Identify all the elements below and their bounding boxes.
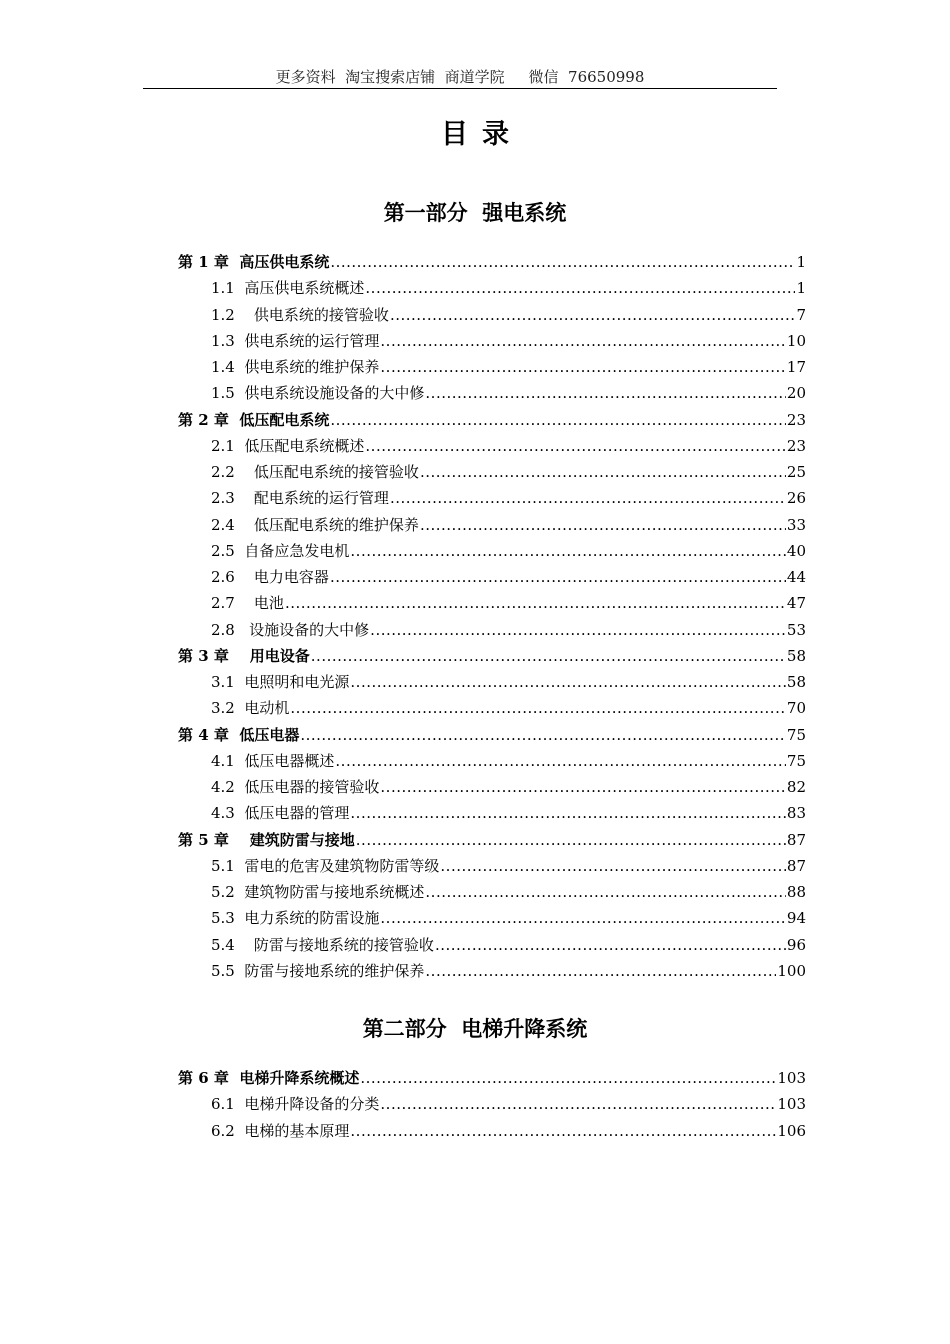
toc-entry-label: 第 1 章 高压供电系统	[178, 253, 330, 271]
dot-leader	[356, 827, 786, 853]
toc-section-entry[interactable]	[211, 748, 806, 774]
toc-entry-label: 2.3 配电系统的运行管理	[211, 489, 389, 508]
dot-leader	[300, 722, 786, 748]
toc-entry-label: 1.4 供电系统的维护保养	[211, 358, 380, 376]
toc-section-entry[interactable]	[211, 328, 806, 354]
toc-entry-page-number: 58	[786, 673, 806, 691]
dot-leader	[420, 512, 786, 538]
dot-leader	[365, 433, 786, 459]
toc-section-entry[interactable]	[211, 433, 806, 459]
toc-entry-label: 6.2 电梯的基本原理	[211, 1121, 350, 1140]
toc-entry-page-number: 83	[786, 804, 806, 823]
toc-entry-label: 2.6 电力电容器	[211, 568, 329, 586]
dot-leader	[435, 932, 786, 958]
dot-leader	[380, 354, 786, 380]
dot-leader	[290, 695, 786, 721]
toc-entry-page-number: 1	[796, 279, 806, 298]
toc-section-entry[interactable]	[211, 564, 806, 590]
toc-section-entry[interactable]	[211, 275, 806, 301]
toc-section-entry[interactable]	[211, 879, 806, 905]
toc-section-entry[interactable]	[211, 958, 806, 984]
dot-leader	[365, 275, 795, 301]
toc-entry-label: 4.2 低压电器的接管验收	[211, 778, 380, 796]
toc-entry-label: 3.2 电动机	[211, 699, 290, 718]
toc-section-entry[interactable]	[211, 695, 806, 721]
dot-leader	[380, 1091, 776, 1117]
toc-entry-label: 第 4 章 低压电器	[178, 725, 300, 744]
toc-entry-page-number: 23	[786, 410, 806, 429]
toc-entry-page-number: 106	[777, 1121, 806, 1140]
toc-entry-label: 1.3 供电系统的运行管理	[211, 331, 380, 350]
toc-section-entry[interactable]	[211, 590, 806, 616]
toc-entry-label: 2.5 自备应急发电机	[211, 541, 350, 560]
header-divider	[143, 88, 777, 89]
toc-entry-label: 2.4 低压配电系统的维护保养	[211, 515, 419, 534]
toc-entry-label: 3.1 电照明和电光源	[211, 673, 350, 691]
toc-entry-label: 第 2 章 低压配电系统	[178, 410, 330, 429]
toc-section-entry[interactable]	[211, 302, 806, 328]
toc-entry-label: 6.1 电梯升降设备的分类	[211, 1095, 380, 1114]
dot-leader	[380, 905, 786, 931]
toc-section-entry[interactable]	[211, 774, 806, 800]
toc-chapter-entry[interactable]	[178, 407, 806, 433]
toc-chapter-entry[interactable]	[178, 1065, 806, 1091]
dot-leader	[370, 617, 786, 643]
dot-leader	[425, 380, 786, 406]
part-2-title: 第二部分 电梯升降系统	[362, 1016, 588, 1041]
toc-entry-page-number: 87	[786, 830, 806, 849]
toc-entry-label: 2.8 设施设备的大中修	[211, 620, 370, 639]
toc-entry-page-number: 103	[777, 1069, 806, 1087]
toc-chapter-entry[interactable]	[178, 722, 806, 748]
toc-entry-label: 5.2 建筑物防雷与接地系统概述	[211, 883, 425, 901]
toc-entry-page-number: 20	[786, 384, 806, 403]
toc-section-entry[interactable]	[211, 617, 806, 643]
toc-entry-page-number: 94	[786, 909, 806, 928]
toc-chapter-entry[interactable]	[178, 249, 806, 275]
dot-leader	[311, 643, 786, 669]
toc-entry-label: 第 3 章 用电设备	[178, 646, 310, 665]
page-title: 目录	[441, 119, 523, 150]
toc-entry-label: 2.7 电池	[211, 594, 284, 613]
toc-entry-page-number: 33	[786, 515, 806, 534]
toc-entry-page-number: 103	[777, 1095, 806, 1114]
toc-entry-page-number: 1	[796, 253, 806, 271]
toc-chapter-entry[interactable]	[178, 643, 806, 669]
dot-leader	[390, 302, 796, 328]
toc-section-entry[interactable]	[211, 380, 806, 406]
dot-leader	[425, 958, 776, 984]
toc-entry-label: 5.3 电力系统的防雷设施	[211, 909, 380, 928]
toc-entry-page-number: 23	[786, 436, 806, 455]
page-header: 更多资料 淘宝搜索店铺 商道学院 微信 76650998	[275, 68, 645, 86]
dot-leader	[425, 879, 786, 905]
dot-leader	[285, 590, 786, 616]
toc-entry-page-number: 26	[786, 489, 806, 508]
toc-entry-label: 5.1 雷电的危害及建筑物防雷等级	[211, 856, 440, 875]
dot-leader	[390, 485, 786, 511]
toc-entry-label: 第 6 章 电梯升降系统概述	[178, 1069, 360, 1087]
toc-entry-label: 第 5 章 建筑防雷与接地	[178, 830, 355, 849]
dot-leader	[330, 564, 786, 590]
toc-entry-page-number: 17	[786, 358, 806, 376]
toc-entry-label: 2.2 低压配电系统的接管验收	[211, 463, 419, 481]
toc-entry-page-number: 40	[786, 541, 806, 560]
dot-leader	[350, 800, 786, 826]
dot-leader	[440, 853, 786, 879]
toc-entry-page-number: 10	[786, 331, 806, 350]
toc-entry-label: 1.1 高压供电系统概述	[211, 279, 365, 298]
toc-section-entry[interactable]	[211, 800, 806, 826]
toc-entry-page-number: 75	[786, 725, 806, 744]
toc-entry-label: 5.5 防雷与接地系统的维护保养	[211, 961, 425, 980]
dot-leader	[335, 748, 786, 774]
dot-leader	[350, 669, 786, 695]
toc-section-entry[interactable]	[211, 1091, 806, 1117]
toc-entry-page-number: 82	[786, 778, 806, 796]
toc-chapter-entry[interactable]	[178, 827, 806, 853]
toc-entry-label: 4.3 低压电器的管理	[211, 804, 350, 823]
toc-section-entry[interactable]	[211, 459, 806, 485]
toc-entry-label: 1.5 供电系统设施设备的大中修	[211, 384, 425, 403]
dot-leader	[380, 328, 786, 354]
toc-entry-page-number: 70	[786, 699, 806, 718]
toc-section-entry[interactable]	[211, 932, 806, 958]
toc-entry-page-number: 25	[786, 463, 806, 481]
toc-entry-page-number: 58	[786, 646, 806, 665]
part-1-title: 第一部分 强电系统	[383, 200, 567, 225]
toc-section-entry[interactable]	[211, 512, 806, 538]
toc-section-entry[interactable]	[211, 485, 806, 511]
toc-entry-page-number: 53	[786, 620, 806, 639]
toc-entry-page-number: 47	[786, 594, 806, 613]
toc-entry-page-number: 96	[786, 935, 806, 954]
toc-section-entry[interactable]	[211, 669, 806, 695]
toc-section-entry[interactable]	[211, 1118, 806, 1144]
toc-entry-label: 1.2 供电系统的接管验收	[211, 305, 389, 324]
toc-entry-label: 2.1 低压配电系统概述	[211, 436, 365, 455]
toc-entry-page-number: 87	[786, 856, 806, 875]
dot-leader	[380, 774, 786, 800]
toc-entry-label: 5.4 防雷与接地系统的接管验收	[211, 935, 434, 954]
toc-section-entry[interactable]	[211, 905, 806, 931]
dot-leader	[330, 407, 786, 433]
toc-entry-page-number: 44	[786, 568, 806, 586]
dot-leader	[420, 459, 786, 485]
toc-section-entry[interactable]	[211, 354, 806, 380]
toc-section-entry[interactable]	[211, 538, 806, 564]
dot-leader	[350, 1118, 776, 1144]
toc-section-entry[interactable]	[211, 853, 806, 879]
dot-leader	[360, 1065, 776, 1091]
toc-entry-page-number: 100	[777, 961, 806, 980]
toc-entry-page-number: 88	[786, 883, 806, 901]
dot-leader	[330, 249, 795, 275]
toc-entry-page-number: 75	[786, 751, 806, 770]
toc-entry-label: 4.1 低压电器概述	[211, 751, 335, 770]
dot-leader	[350, 538, 786, 564]
toc-entry-page-number: 7	[796, 305, 806, 324]
